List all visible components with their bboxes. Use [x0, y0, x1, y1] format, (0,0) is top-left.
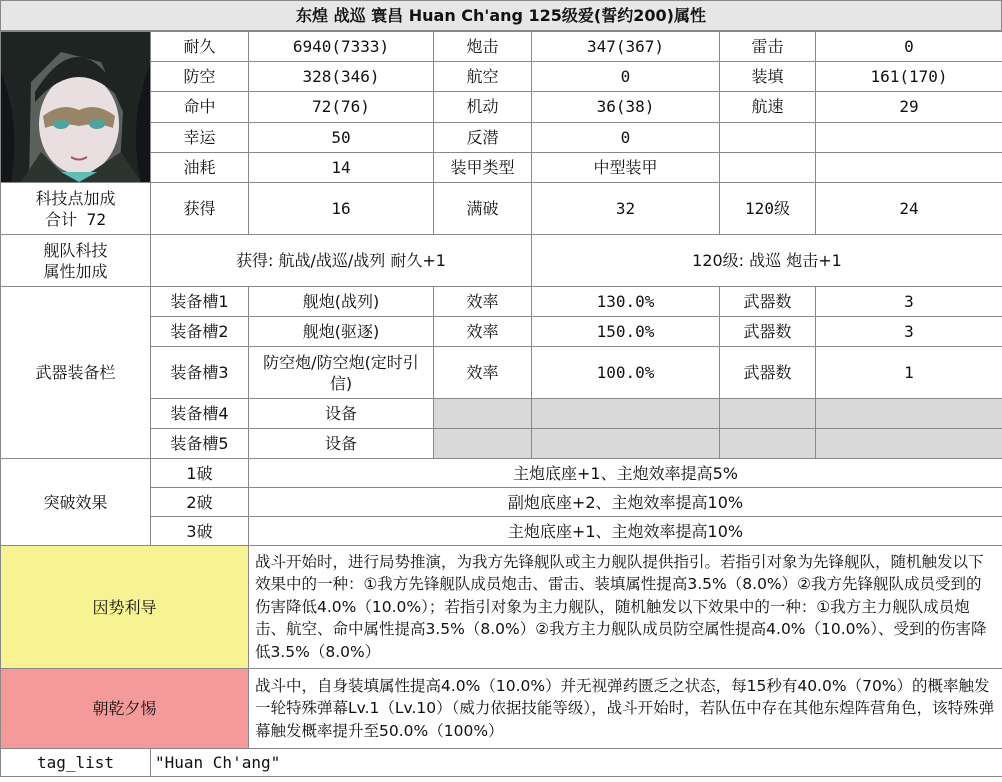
page-title: 东煌 战巡 寰昌 Huan Ch'ang 125级爱(誓约200)属性: [0, 0, 1002, 31]
stat-row: [1, 92, 1002, 122]
breakthrough-label: 突破效果: [1, 459, 151, 546]
breakthrough-level: 2破: [151, 488, 249, 517]
stat-value: 328(346): [249, 62, 434, 92]
efficiency-label: 效率: [434, 317, 532, 347]
tag-list-row: [1, 749, 1002, 777]
character-portrait: [1, 32, 151, 183]
slot-type: 设备: [249, 399, 434, 429]
tag-list-label: tag_list: [1, 749, 151, 777]
tech-label-line2: 合计 72: [45, 209, 106, 229]
skill-name: 因势利导: [1, 546, 249, 669]
stat-label: 反潜: [434, 122, 532, 152]
skill-description: 战斗开始时，进行局势推演，为我方先锋舰队或主力舰队提供指引。若指引对象为先锋舰队，随机触发以下效果中的一种：①我方先锋舰队成员炮击、雷击、装填属性提高3.5%（8.0%）②我方先锋舰队成员受到的伤害降低4.0%（10.0%）；若指引对象为主力舰队，随机触发以下效果中的一种：①我方主力舰队成员炮击、航空、命中属性提高3.5%（8.0%）②我方主力舰队成员防空属性提高4.0%（10.0%）、受到的伤害降低3.5%（8.0%）: [249, 546, 1002, 669]
weapon-count-value: 1: [816, 347, 1002, 399]
weapon-count-value: 3: [816, 317, 1002, 347]
stat-label: 耐久: [151, 32, 249, 62]
stat-label: 装甲类型: [434, 152, 532, 182]
empty-cell: [816, 429, 1002, 459]
stat-value: [816, 152, 1002, 182]
stat-value: 0: [532, 62, 720, 92]
slot-name: 装备槽4: [151, 399, 249, 429]
stat-value: 6940(7333): [249, 32, 434, 62]
slot-type: 设备: [249, 429, 434, 459]
empty-cell: [720, 429, 816, 459]
tech-label: [1, 183, 151, 235]
weapon-slot-row: [1, 429, 1002, 459]
breakthrough-row: [1, 459, 1002, 488]
slot-name: 装备槽2: [151, 317, 249, 347]
slot-type: 舰炮(驱逐): [249, 317, 434, 347]
weapon-count-label: 武器数: [720, 287, 816, 317]
slot-type: 舰炮(战列): [249, 287, 434, 317]
stat-row: [1, 122, 1002, 152]
weapon-count-value: 3: [816, 287, 1002, 317]
stat-value: [816, 122, 1002, 152]
stat-row: [1, 152, 1002, 182]
empty-cell: [434, 399, 532, 429]
tech-cell: 满破: [434, 183, 532, 235]
tech-label-line1: 科技点加成: [35, 188, 116, 208]
tech-cell: 32: [532, 183, 720, 235]
skill-row: [1, 546, 1002, 669]
empty-cell: [720, 399, 816, 429]
stat-value: 29: [816, 92, 1002, 122]
empty-cell: [532, 429, 720, 459]
stat-label: 雷击: [720, 32, 816, 62]
stat-label: 命中: [151, 92, 249, 122]
stat-value: 50: [249, 122, 434, 152]
attribute-table: [0, 31, 1002, 777]
slot-name: 装备槽5: [151, 429, 249, 459]
fleet-tech-row: [1, 235, 1002, 287]
efficiency-label: 效率: [434, 347, 532, 399]
stat-value: 0: [816, 32, 1002, 62]
breakthrough-effect: 主炮底座+1、主炮效率提高5%: [249, 459, 1002, 488]
stat-label: 航速: [720, 92, 816, 122]
slot-name: 装备槽3: [151, 347, 249, 399]
stat-value: 72(76): [249, 92, 434, 122]
stat-label: [720, 122, 816, 152]
stat-row: [1, 32, 1002, 62]
weapon-count-label: 武器数: [720, 317, 816, 347]
fleet-tech-lv120: 120级: 战巡 炮击+1: [532, 235, 1002, 287]
weapon-slot-row: [1, 287, 1002, 317]
tech-cell: 16: [249, 183, 434, 235]
stat-row: [1, 62, 1002, 92]
breakthrough-level: 3破: [151, 517, 249, 546]
empty-cell: [816, 399, 1002, 429]
efficiency-value: 100.0%: [532, 347, 720, 399]
tech-cell: 获得: [151, 183, 249, 235]
efficiency-label: 效率: [434, 287, 532, 317]
empty-cell: [532, 399, 720, 429]
tech-cell: 24: [816, 183, 1002, 235]
fleet-tech-obtain: 获得: 航战/战巡/战列 耐久+1: [151, 235, 532, 287]
weapon-slot-row: [1, 347, 1002, 399]
fleet-tech-label-line2: 属性加成: [43, 261, 108, 281]
skill-row: [1, 669, 1002, 749]
breakthrough-row: [1, 488, 1002, 517]
breakthrough-level: 1破: [151, 459, 249, 488]
stat-value: 14: [249, 152, 434, 182]
stat-label: [720, 152, 816, 182]
tech-cell: 120级: [720, 183, 816, 235]
fleet-tech-label-line1: 舰队科技: [43, 240, 108, 260]
skill-name: 朝乾夕惕: [1, 669, 249, 749]
stat-label: 机动: [434, 92, 532, 122]
tag-list-value: "Huan Ch'ang": [151, 749, 1002, 777]
weapon-count-label: 武器数: [720, 347, 816, 399]
slot-type: 防空炮/防空炮(定时引信): [249, 347, 434, 399]
stat-value: 0: [532, 122, 720, 152]
stat-label: 航空: [434, 62, 532, 92]
stat-label: 油耗: [151, 152, 249, 182]
stat-label: 幸运: [151, 122, 249, 152]
stat-value: 161(170): [816, 62, 1002, 92]
weapons-label: 武器装备栏: [1, 287, 151, 459]
stat-label: 防空: [151, 62, 249, 92]
efficiency-value: 150.0%: [532, 317, 720, 347]
stat-label: 炮击: [434, 32, 532, 62]
slot-name: 装备槽1: [151, 287, 249, 317]
stat-value: 36(38): [532, 92, 720, 122]
stat-label: 装填: [720, 62, 816, 92]
fleet-tech-label: [1, 235, 151, 287]
breakthrough-row: [1, 517, 1002, 546]
portrait-image: [1, 32, 151, 182]
tech-row: [1, 183, 1002, 235]
skill-description: 战斗中，自身装填属性提高4.0%（10.0%）并无视弹药匮乏之状态，每15秒有40.0%（70%）的概率触发一轮特殊弹幕Lv.1（Lv.10）（威力依据技能等级），战斗开始时，若队伍中存在其他东煌阵营角色，该特殊弹幕触发概率提升至50.0%（100%）: [249, 669, 1002, 749]
breakthrough-effect: 副炮底座+2、主炮效率提高10%: [249, 488, 1002, 517]
weapon-slot-row: [1, 399, 1002, 429]
efficiency-value: 130.0%: [532, 287, 720, 317]
stat-value: 347(367): [532, 32, 720, 62]
breakthrough-effect: 主炮底座+1、主炮效率提高10%: [249, 517, 1002, 546]
stat-value: 中型装甲: [532, 152, 720, 182]
empty-cell: [434, 429, 532, 459]
weapon-slot-row: [1, 317, 1002, 347]
